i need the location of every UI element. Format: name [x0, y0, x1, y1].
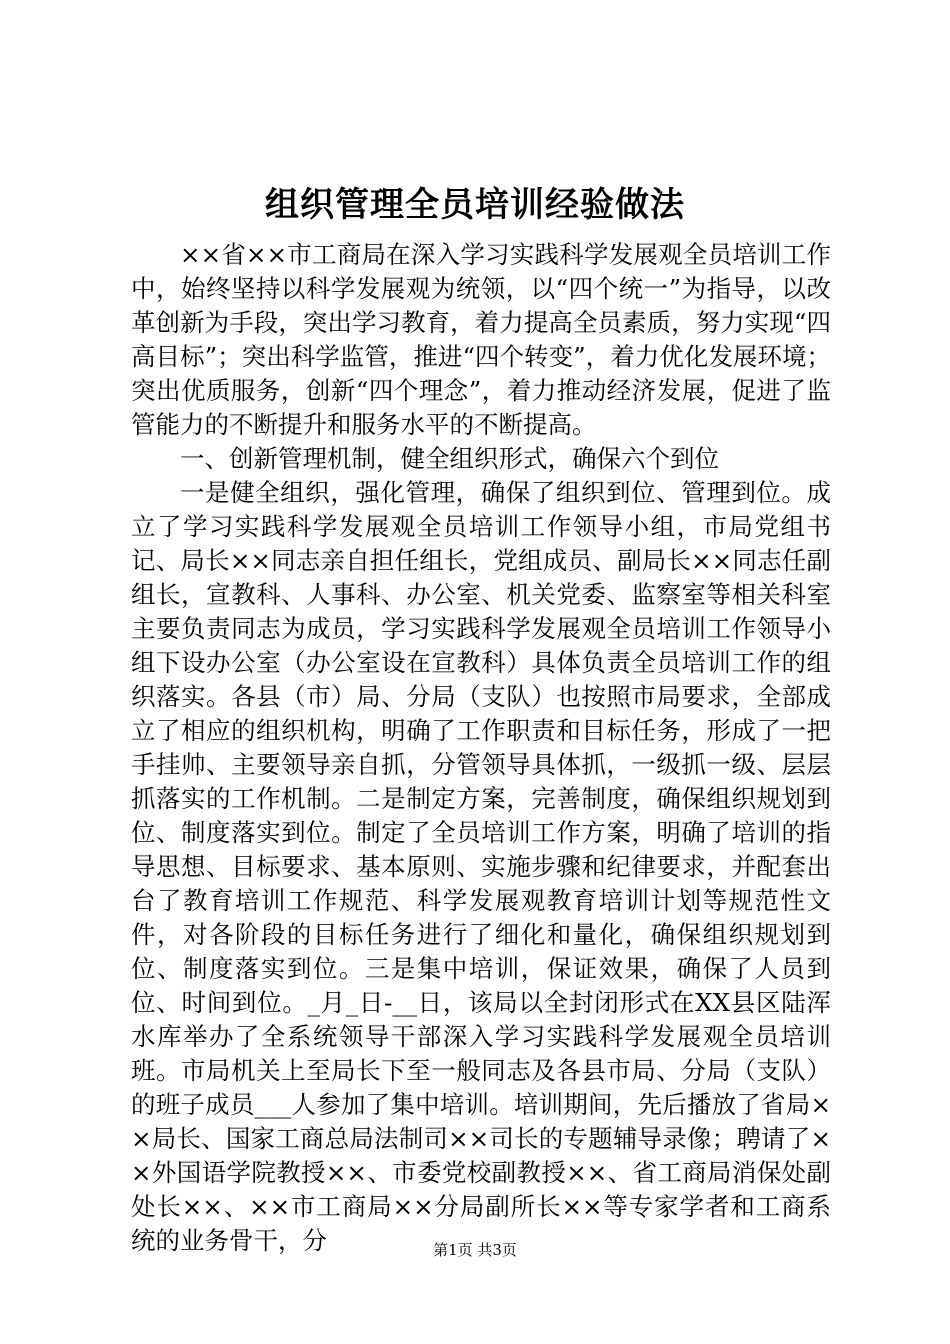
body-paragraph: 一是健全组织，强化管理，确保了组织到位、管理到位。成立了学习实践科学发展观全员培训工作领导小组，市局党组书记、局长××同志亲自担任组长，党组成员、副局长××同志任副组长，宣教科、人事科、办公室、机关党委、监察室等相关科室主要负责同志为成员，学习实践科学发展观全员培训工作领导小组下设办公室（办公室设在宣教科）具体负责全员培训工作的组织落实。各县（市）局、分局（支队）也按照市局要求，全部成立了相应的组织机构，明确了工作职责和目标任务，形成了一把手挂帅、主要领导亲自抓，分管领导具体抓，一级抓一级、层层抓落实的工作机制。二是制定方案，完善制度，确保组织规划到位、制度落实到位。制定了全员培训工作方案，明确了培训的指导思想、目标要求、基本原则、实施步骤和纪律要求，并配套出台了教育培训工作规范、科学发展观教育培训计划等规范性文件，对各阶段的目标任务进行了细化和量化，确保组织规划到位、制度落实到位。三是集中培训，保证效果，确保了人员到位、时间到位。_月_日-__日，该局以全封闭形式在XX县区陆浑水库举办了全系统领导干部深入学习实践科学发展观全员培训班。市局机关上至局长下至一般同志及各县市局、分局（支队）的班子成员___人参加了集中培训。培训期间，先后播放了省局××局长、国家工商总局法制司××司长的专题辅导录像；聘请了××外国语学院教授××、市委党校副教授××、省工商局消保处副处长××、××市工商局××分局副所长××等专家学者和工商系统的业务骨干，分	[131, 478, 831, 1255]
section-heading: 一、创新管理机制，健全组织形式，确保六个到位	[180, 444, 719, 473]
document-body	[131, 238, 831, 1258]
document-title: 组织管理全员培训经验做法	[265, 185, 685, 225]
page-footer: 第1页 共3页	[433, 1241, 517, 1259]
intro-paragraph: ××省××市工商局在深入学习实践科学发展观全员培训工作中，始终坚持以科学发展观为统领，以“四个统一”为指导，以改革创新为手段，突出学习教育，着力提高全员素质，努力实现“四高目标”；突出科学监管，推进“四个转变”，着力优化发展环境；突出优质服务，创新“四个理念”，着力推动经济发展，促进了监管能力的不断提升和服务水平的不断提高。	[131, 240, 831, 439]
